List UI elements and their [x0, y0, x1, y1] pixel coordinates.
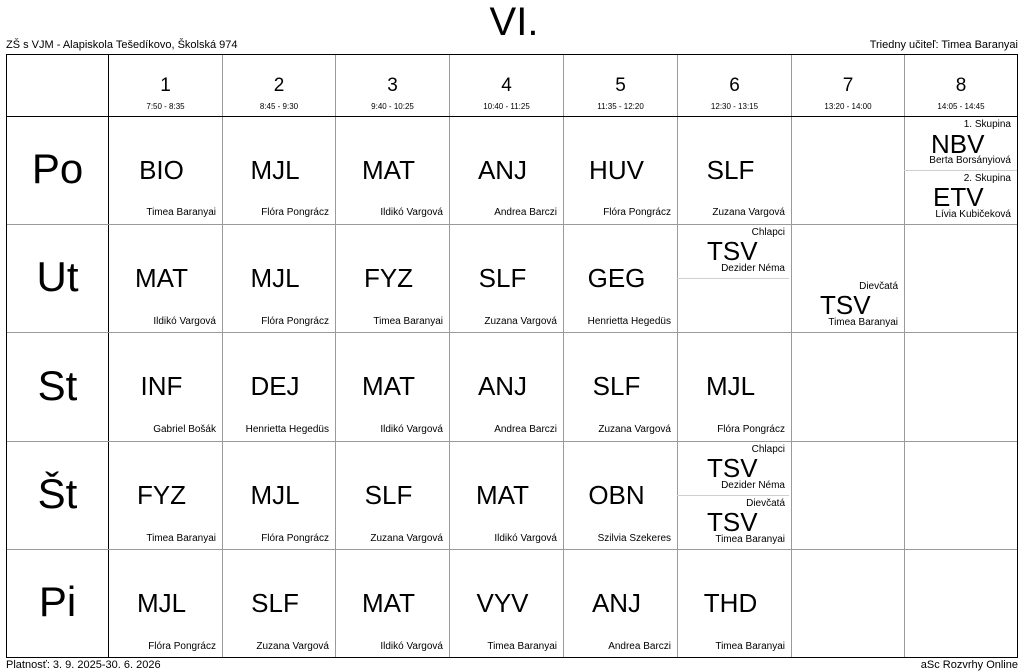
day-label: Po — [31, 145, 84, 192]
group-label: Chlapci — [751, 227, 785, 238]
period-header: 2 8:45 - 9:30 — [259, 75, 299, 111]
teacher-label: Zuzana Vargová — [256, 641, 329, 652]
teacher-label: Andrea Barczi — [494, 424, 557, 435]
lesson-card[interactable] — [109, 333, 222, 441]
subject-label: MJL — [250, 263, 300, 293]
teacher-label: Dezider Néma — [721, 263, 785, 274]
subject-label: NBV — [931, 129, 985, 159]
subject-label: FYZ — [136, 480, 187, 510]
subject-label: SLF — [364, 480, 413, 510]
subject-label: MJL — [705, 371, 756, 401]
lesson-card[interactable] — [223, 442, 335, 549]
teacher-label: Andrea Barczi — [608, 641, 671, 652]
period-header: 7 13:20 - 14:00 — [824, 75, 872, 111]
subject-label: MJL — [250, 155, 300, 185]
group-lesson-card[interactable] — [678, 225, 791, 278]
subject-label: SLF — [706, 155, 755, 185]
day-label: St — [37, 362, 78, 409]
subject-label: DEJ — [250, 371, 300, 401]
teacher-label: Berta Borsányiová — [929, 155, 1011, 166]
teacher-label: Zuzana Vargová — [598, 424, 671, 435]
teacher-label: Szilvia Szekeres — [597, 533, 671, 544]
teacher-label: Flóra Pongrácz — [148, 641, 216, 652]
subject-label: INF — [140, 371, 183, 401]
teacher-label: Ildikó Vargová — [380, 424, 443, 435]
day-label: Pi — [38, 578, 77, 625]
teacher-label: Flóra Pongrácz — [603, 207, 671, 218]
group-label: Dievčatá — [746, 498, 785, 509]
lesson-card[interactable] — [223, 333, 335, 441]
teacher-label: Timea Baranyai — [715, 534, 785, 545]
teacher-label: Lívia Kubičeková — [935, 209, 1011, 220]
teacher-label: Zuzana Vargová — [484, 316, 557, 327]
subject-label: MJL — [136, 588, 187, 618]
subject-label: ANJ — [477, 371, 528, 401]
subject-label: THD — [703, 588, 758, 618]
lesson-card[interactable] — [450, 225, 563, 332]
group-label: 2. Skupina — [963, 173, 1011, 184]
subject-label: SLF — [592, 371, 641, 401]
subject-label: GEG — [587, 263, 646, 293]
subject-label: TSV — [707, 453, 758, 483]
period-header: 3 9:40 - 10:25 — [371, 75, 414, 111]
teacher-label: Flóra Pongrácz — [261, 207, 329, 218]
teacher-label: Ildikó Vargová — [380, 641, 443, 652]
subject-label: TSV — [707, 236, 758, 266]
teacher-label: Ildikó Vargová — [380, 207, 443, 218]
teacher-label: Timea Baranyai — [487, 641, 557, 652]
teacher-label: Gabriel Bošák — [153, 424, 216, 435]
lesson-card[interactable] — [109, 550, 222, 658]
group-label: Dievčatá — [859, 281, 898, 292]
teacher-label: Zuzana Vargová — [370, 533, 443, 544]
lesson-card[interactable] — [564, 225, 677, 332]
page-title: VI. — [489, 0, 539, 44]
lesson-card[interactable] — [336, 117, 449, 224]
lesson-card[interactable] — [564, 550, 677, 658]
group-lesson-card[interactable] — [905, 117, 1017, 170]
lesson-card[interactable] — [223, 117, 335, 224]
lesson-card[interactable] — [109, 117, 222, 224]
teacher-label: Dezider Néma — [721, 480, 785, 491]
lesson-card[interactable] — [450, 442, 563, 549]
timetable-grid — [6, 54, 1018, 658]
teacher-label: Ildikó Vargová — [153, 316, 216, 327]
lesson-card[interactable] — [564, 442, 677, 549]
lesson-card[interactable] — [678, 550, 791, 658]
subject-label: MAT — [362, 155, 415, 185]
subject-label: MJL — [250, 480, 300, 510]
period-header: 5 11:35 - 12:20 — [597, 75, 644, 111]
teacher-label: Flóra Pongrácz — [261, 316, 329, 327]
subject-label: OBN — [588, 480, 645, 510]
lesson-card[interactable] — [336, 550, 449, 658]
period-header: 4 10:40 - 11:25 — [483, 75, 530, 111]
subject-label: TSV — [820, 290, 871, 320]
teacher-label: Timea Baranyai — [373, 316, 443, 327]
group-lesson-card[interactable] — [678, 496, 791, 549]
subject-label: FYZ — [363, 263, 414, 293]
lesson-card[interactable] — [109, 225, 222, 332]
lesson-card[interactable] — [564, 117, 677, 224]
class-teacher: Triedny učiteľ: Timea Baranyai — [869, 39, 1018, 51]
period-header: 8 14:05 - 14:45 — [937, 75, 985, 111]
lesson-card[interactable] — [450, 117, 563, 224]
teacher-label: Timea Baranyai — [715, 641, 785, 652]
teacher-label: Flóra Pongrácz — [717, 424, 785, 435]
group-label: Chlapci — [751, 444, 785, 455]
subject-label: TSV — [707, 507, 758, 537]
group-lesson-card[interactable] — [792, 279, 904, 332]
validity-label: Platnosť: 3. 9. 2025-30. 6. 2026 — [6, 659, 161, 671]
lesson-card[interactable] — [336, 225, 449, 332]
day-label: Št — [37, 470, 78, 517]
lesson-card[interactable] — [450, 333, 563, 441]
subject-label: MAT — [362, 371, 415, 401]
group-label: 1. Skupina — [963, 119, 1011, 130]
teacher-label: Timea Baranyai — [146, 207, 216, 218]
lesson-card[interactable] — [223, 550, 335, 658]
lesson-card[interactable] — [109, 442, 222, 549]
subject-label: ANJ — [591, 588, 642, 618]
teacher-label: Andrea Barczi — [494, 207, 557, 218]
subject-label: SLF — [251, 588, 299, 618]
teacher-label: Timea Baranyai — [828, 317, 898, 328]
brand-label: aSc Rozvrhy Online — [920, 659, 1018, 671]
subject-label: VYV — [476, 588, 529, 618]
lesson-card[interactable] — [678, 333, 791, 441]
teacher-label: Henrietta Hegedüs — [245, 424, 329, 435]
subject-label: ANJ — [477, 155, 528, 185]
group-lesson-card[interactable] — [678, 442, 791, 495]
school-name: ZŠ s VJM - Alapiskola Tešedíkovo, Školská 974 — [6, 39, 238, 51]
group-lesson-card[interactable] — [905, 171, 1017, 224]
lesson-card[interactable] — [678, 117, 791, 224]
lesson-card[interactable] — [336, 333, 449, 441]
lesson-card[interactable] — [564, 333, 677, 441]
subject-label: MAT — [362, 588, 415, 618]
lesson-card[interactable] — [223, 225, 335, 332]
subject-label: SLF — [478, 263, 527, 293]
period-header: 1 7:50 - 8:35 — [146, 75, 185, 111]
subject-label: MAT — [135, 263, 188, 293]
teacher-label: Zuzana Vargová — [712, 207, 785, 218]
lesson-card[interactable] — [336, 442, 449, 549]
period-header: 6 12:30 - 13:15 — [710, 75, 759, 111]
lesson-card[interactable] — [450, 550, 563, 658]
day-label: Ut — [36, 253, 79, 300]
subject-label: HUV — [589, 155, 644, 185]
subject-label: BIO — [139, 155, 184, 185]
teacher-label: Henrietta Hegedüs — [587, 316, 671, 327]
subject-label: MAT — [476, 480, 529, 510]
subject-label: ETV — [933, 182, 984, 212]
teacher-label: Flóra Pongrácz — [261, 533, 329, 544]
teacher-label: Ildikó Vargová — [494, 533, 557, 544]
teacher-label: Timea Baranyai — [146, 533, 216, 544]
